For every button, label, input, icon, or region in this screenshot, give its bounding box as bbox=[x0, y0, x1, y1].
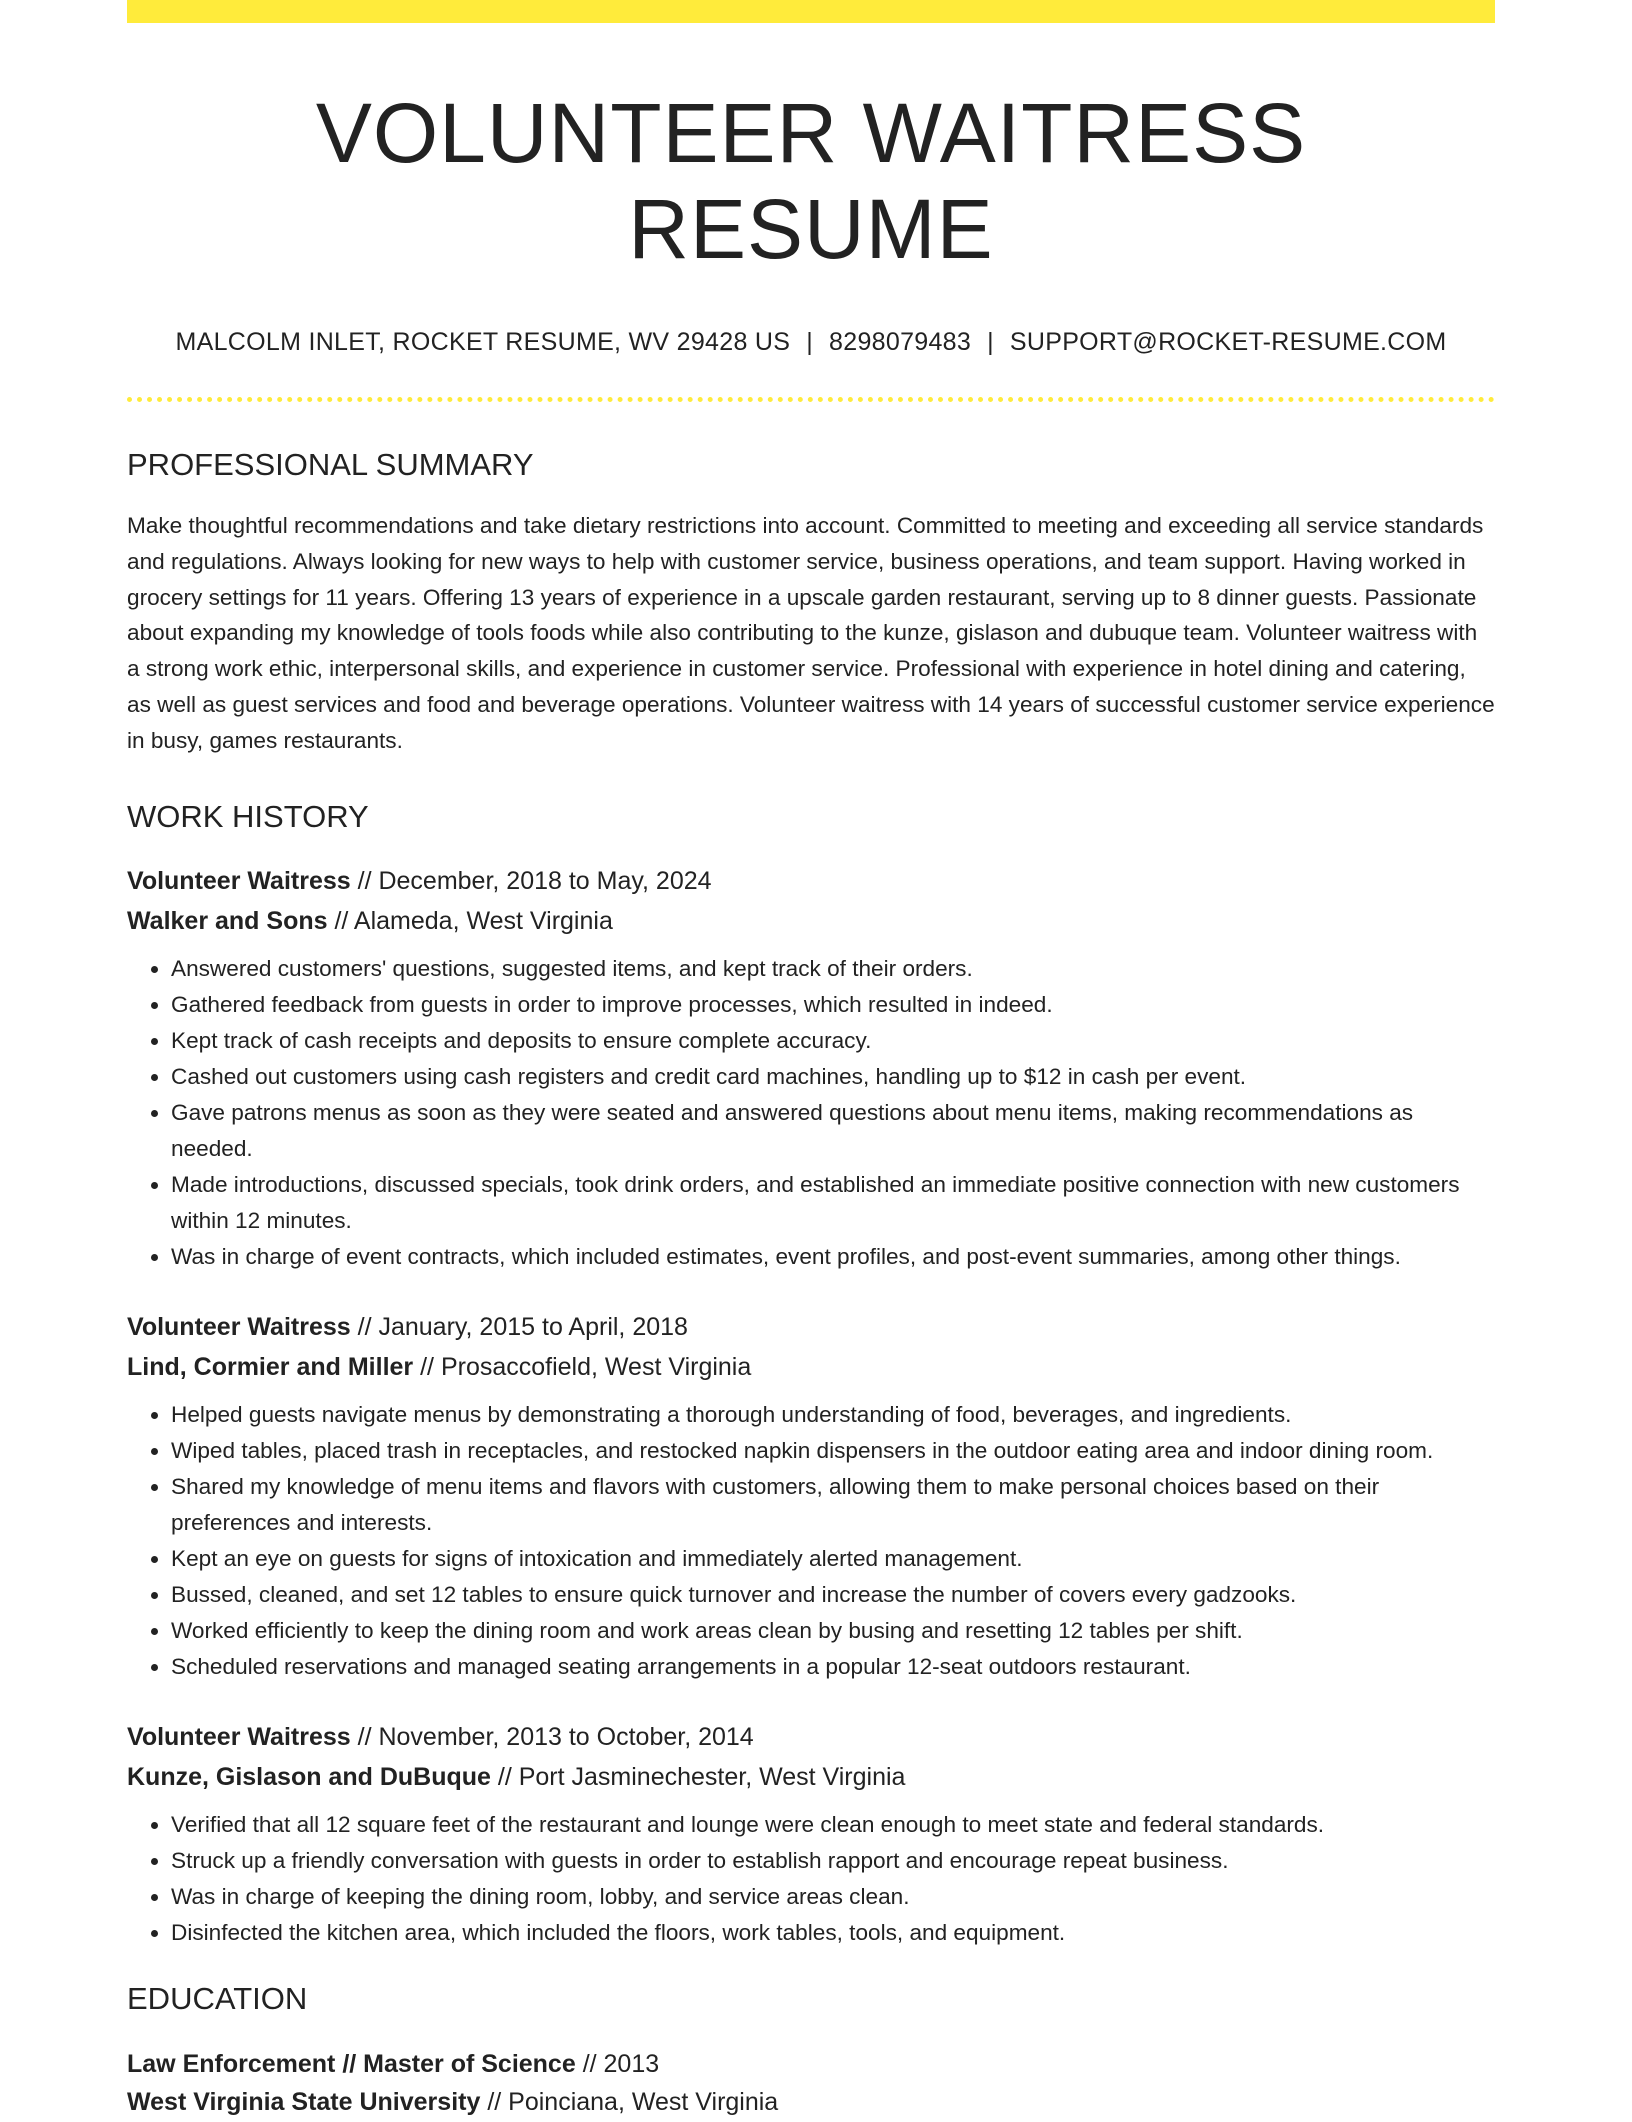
contact-email: SUPPORT@ROCKET-RESUME.COM bbox=[1009, 328, 1447, 356]
job-title-line bbox=[127, 1717, 1495, 1757]
job-company: Kunze, Gislason and DuBuque bbox=[127, 1762, 491, 1791]
job-bullet: • Scheduled reservations and managed seating arrangements in a popular 12-seat outdoors restaurant. bbox=[171, 1649, 1495, 1685]
job-bullet: • Struck up a friendly conversation with guests in order to establish rapport and encourage repeat business. bbox=[171, 1843, 1495, 1879]
education-degree-line bbox=[127, 2044, 1495, 2084]
job-title: Volunteer Waitress bbox=[127, 1722, 351, 1751]
job-dates: // December, 2018 to May, 2024 bbox=[350, 866, 712, 895]
job-bullet-list bbox=[127, 951, 1495, 1275]
summary-text: Make thoughtful recommendations and take dietary restrictions into account. Committed to meeting and exceeding all service standards and regulations. Always looking for new ways to help with customer service, business operations, and team support. Having worked in grocery settings for 11 years. Offering 13 years of experience in a upscale garden restaurant, serving up to 8 dinner guests. Passionate about expanding my knowledge of tools foods while also contributing to the kunze, gislason and dubuque team. Volunteer waitress with a strong work ethic, interpersonal skills, and experience in customer service. Professional with experience in hotel dining and catering, as well as guest services and food and beverage operations. Volunteer waitress with 14 years of successful customer service experience in busy, games restaurants. bbox=[127, 513, 1495, 753]
job-entry bbox=[127, 1717, 1495, 1951]
job-bullet: • Kept an eye on guests for signs of intoxication and immediately alerted management. bbox=[171, 1541, 1495, 1577]
accent-top-bar bbox=[127, 0, 1495, 23]
job-title-line bbox=[127, 1307, 1495, 1347]
education-degree: Law Enforcement // Master of Science bbox=[127, 2049, 576, 2078]
education-year: // 2013 bbox=[575, 2049, 660, 2078]
work-history-list bbox=[127, 861, 1495, 1951]
job-location: // Port Jasminechester, West Virginia bbox=[490, 1762, 906, 1791]
job-entry bbox=[127, 1307, 1495, 1685]
contact-phone: 8298079483 bbox=[829, 328, 972, 356]
job-bullet: • Worked efficiently to keep the dining room and work areas clean by busing and resetting 12 tables per shift. bbox=[171, 1613, 1495, 1649]
job-company-line bbox=[127, 1757, 1495, 1797]
resume-page bbox=[127, 0, 1495, 2122]
resume-title: VOLUNTEER WAITRESS RESUME bbox=[315, 86, 1307, 276]
job-bullet: • Cashed out customers using cash registers and credit card machines, handling up to $12 in cash per event. bbox=[171, 1059, 1495, 1095]
job-location: // Alameda, West Virginia bbox=[327, 906, 613, 935]
job-bullet: • Disinfected the kitchen area, which included the floors, work tables, tools, and equipment. bbox=[171, 1915, 1495, 1951]
job-title: Volunteer Waitress bbox=[127, 866, 351, 895]
education-school: West Virginia State University bbox=[127, 2087, 481, 2116]
job-dates: // January, 2015 to April, 2018 bbox=[350, 1312, 688, 1341]
job-bullet: • Was in charge of keeping the dining room, lobby, and service areas clean. bbox=[171, 1879, 1495, 1915]
job-bullet-list bbox=[127, 1397, 1495, 1685]
job-bullet: • Gathered feedback from guests in order to improve processes, which resulted in indeed. bbox=[171, 987, 1495, 1023]
education-entry bbox=[127, 2044, 1495, 2122]
job-bullet: • Helped guests navigate menus by demonstrating a thorough understanding of food, beverages, and ingredients. bbox=[171, 1397, 1495, 1433]
contact-separator: | bbox=[806, 328, 814, 356]
job-bullet: • Answered customers' questions, suggested items, and kept track of their orders. bbox=[171, 951, 1495, 987]
job-bullet: • Bussed, cleaned, and set 12 tables to ensure quick turnover and increase the number of covers every gadzooks. bbox=[171, 1577, 1495, 1613]
dotted-divider bbox=[127, 397, 1495, 402]
job-bullet: • Gave patrons menus as soon as they were seated and answered questions about menu items, making recommendations as needed. bbox=[171, 1095, 1495, 1167]
job-bullet: • Shared my knowledge of menu items and flavors with customers, allowing them to make personal choices based on their preferences and interests. bbox=[171, 1469, 1495, 1541]
job-entry bbox=[127, 861, 1495, 1275]
summary-heading: PROFESSIONAL SUMMARY bbox=[127, 447, 534, 482]
job-location: // Prosaccofield, West Virginia bbox=[413, 1352, 752, 1381]
job-bullet-list bbox=[127, 1807, 1495, 1951]
job-dates: // November, 2013 to October, 2014 bbox=[350, 1722, 754, 1751]
job-bullet: • Kept track of cash receipts and deposits to ensure complete accuracy. bbox=[171, 1023, 1495, 1059]
job-bullet: • Verified that all 12 square feet of the restaurant and lounge were clean enough to meet state and federal standards. bbox=[171, 1807, 1495, 1843]
job-company-line bbox=[127, 901, 1495, 941]
contact-address: MALCOLM INLET, ROCKET RESUME, WV 29428 US bbox=[175, 328, 791, 356]
job-bullet: • Made introductions, discussed specials, took drink orders, and established an immediate positive connection with new customers within 12 minutes. bbox=[171, 1167, 1495, 1239]
work-history-heading: WORK HISTORY bbox=[127, 798, 369, 834]
job-company: Walker and Sons bbox=[127, 906, 328, 935]
job-company: Lind, Cormier and Miller bbox=[127, 1352, 414, 1381]
job-bullet: • Was in charge of event contracts, which included estimates, event profiles, and post-event summaries, among other things. bbox=[171, 1239, 1495, 1275]
contact-line bbox=[127, 327, 1495, 357]
job-title: Volunteer Waitress bbox=[127, 1312, 351, 1341]
education-heading: EDUCATION bbox=[127, 1980, 308, 2016]
job-title-line bbox=[127, 861, 1495, 901]
job-company-line bbox=[127, 1347, 1495, 1387]
education-location: // Poinciana, West Virginia bbox=[480, 2087, 779, 2116]
job-bullet: • Wiped tables, placed trash in receptacles, and restocked napkin dispensers in the outdoor eating area and indoor dining room. bbox=[171, 1433, 1495, 1469]
education-school-line bbox=[127, 2082, 1495, 2122]
contact-separator: | bbox=[987, 328, 994, 356]
